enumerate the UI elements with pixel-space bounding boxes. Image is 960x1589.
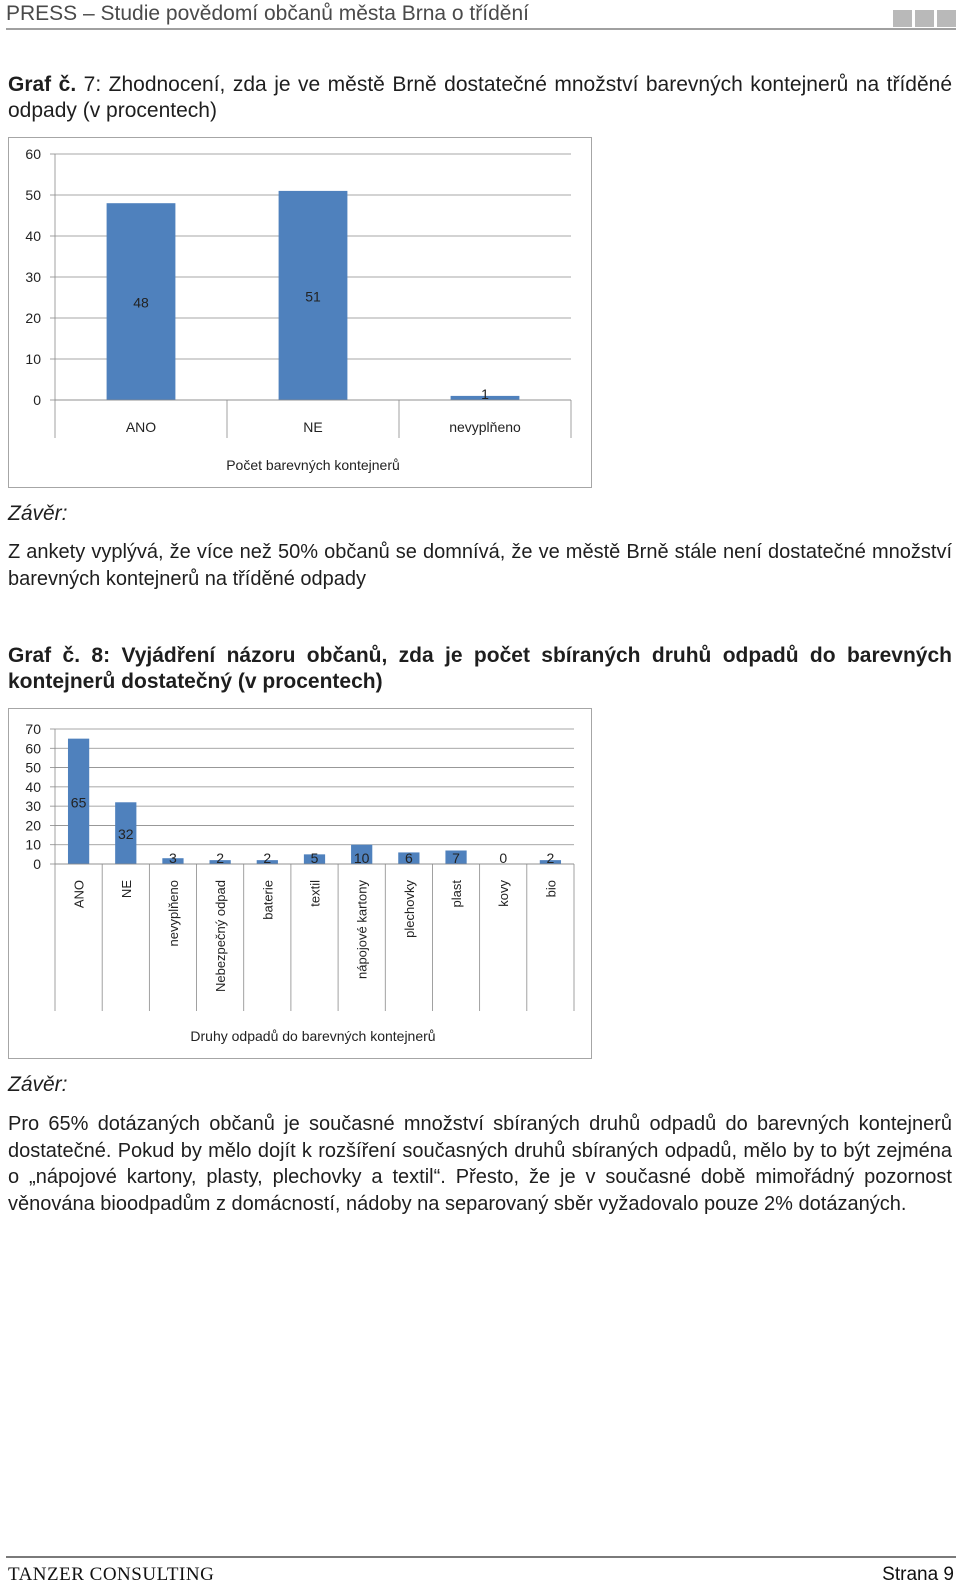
category-label: nevyplňeno <box>449 419 521 435</box>
category-label: baterie <box>260 880 276 920</box>
y-tick-label: 50 <box>25 187 41 203</box>
footer-company: TANZER CONSULTING <box>8 1564 215 1585</box>
data-label: 5 <box>310 850 319 866</box>
data-label: 1 <box>481 386 489 402</box>
category-label: nevyplňeno <box>165 880 181 947</box>
chart2-frame <box>8 708 592 1059</box>
category-label: plechovky <box>401 880 417 938</box>
y-tick-label: 40 <box>25 778 41 795</box>
conclusion1-text: Z ankety vyplývá, že více než 50% občanů se domnívá, že ve městě Brně stále není dostatečné množství barevných kontejnerů na tříděné odpady <box>8 541 952 590</box>
figure1-caption-bold: Graf č. <box>8 73 77 96</box>
conclusion2-text: Pro 65% dotázaných občanů je současné množství sbíraných druhů odpadů do barevných kontejnerů dostatečné. Pokud by mělo dojít k rozšíření současných druhů sbíraných odpadů, mělo by to být zejména o „nápojové kartony, plasty, plechovky a textil“. Přesto, že je v současné době mimořádný pozornost věnována bioodpadům z domácností, nádoby na separovaný sběr vyžadovalo pouze 2% dotázaných. <box>8 1113 952 1215</box>
y-tick-label: 60 <box>25 146 41 162</box>
footer-page-number: Strana 9 <box>882 1564 954 1585</box>
figure2-caption: Graf č. 8: Vyjádření názoru občanů, zda je počet sbíraných druhů odpadů do barevných kontejnerů dostatečný (v procentech) <box>8 644 952 693</box>
data-label: 6 <box>404 850 413 866</box>
data-label: 2 <box>263 850 272 866</box>
x-axis-title: Počet barevných kontejnerů <box>226 457 400 473</box>
y-tick-label: 30 <box>25 798 41 815</box>
y-tick-label: 50 <box>25 759 41 776</box>
page-header <box>6 2 956 30</box>
y-tick-label: 40 <box>25 228 41 244</box>
category-label: plast <box>449 880 465 908</box>
chart1 <box>9 138 591 487</box>
chart1-frame <box>8 137 592 488</box>
data-label: 32 <box>117 826 134 843</box>
page-footer <box>6 1556 956 1588</box>
category-label: nápojové kartony <box>354 880 370 980</box>
header-box <box>893 10 912 27</box>
conclusion2-heading: Závěr: <box>8 1073 68 1096</box>
category-label: NE <box>118 880 134 899</box>
category-label: bio <box>543 880 559 898</box>
data-label: 65 <box>70 794 87 811</box>
header-box <box>915 10 934 27</box>
data-label: 51 <box>305 288 321 305</box>
y-tick-label: 30 <box>25 269 41 285</box>
y-tick-label: 20 <box>25 817 41 834</box>
y-tick-label: 0 <box>33 856 41 872</box>
y-tick-label: 10 <box>25 351 41 367</box>
y-tick-label: 0 <box>33 392 41 408</box>
data-label: 2 <box>216 850 225 866</box>
header-decoration <box>893 10 956 27</box>
figure1-caption-rest: 7: Zhodnocení, zda je ve městě Brně dostatečné množství barevných kontejnerů na tříděné odpady (v procentech) <box>8 73 952 122</box>
category-label: ANO <box>125 419 157 435</box>
header-box <box>937 10 956 27</box>
x-axis-title: Druhy odpadů do barevných kontejnerů <box>190 1028 436 1044</box>
data-label: 48 <box>133 294 149 311</box>
y-tick-label: 10 <box>25 836 41 853</box>
category-label: textil <box>307 880 323 907</box>
data-label: 10 <box>353 850 370 866</box>
y-tick-label: 60 <box>25 740 41 757</box>
data-label: 3 <box>169 850 177 866</box>
category-label: NE <box>303 419 323 435</box>
category-label: Nebezpečný odpad <box>213 880 229 993</box>
conclusion1-heading: Závěr: <box>8 502 68 525</box>
figure1-caption <box>8 72 952 124</box>
y-tick-label: 70 <box>25 721 41 737</box>
header-title: PRESS – Studie povědomí občanů města Brna o třídění <box>6 2 529 25</box>
data-label: 7 <box>452 850 460 866</box>
data-label: 2 <box>546 850 555 866</box>
category-label: ANO <box>71 880 87 909</box>
category-label: kovy <box>496 880 512 907</box>
y-tick-label: 20 <box>25 310 41 326</box>
data-label: 0 <box>499 850 508 866</box>
chart2 <box>9 709 591 1058</box>
